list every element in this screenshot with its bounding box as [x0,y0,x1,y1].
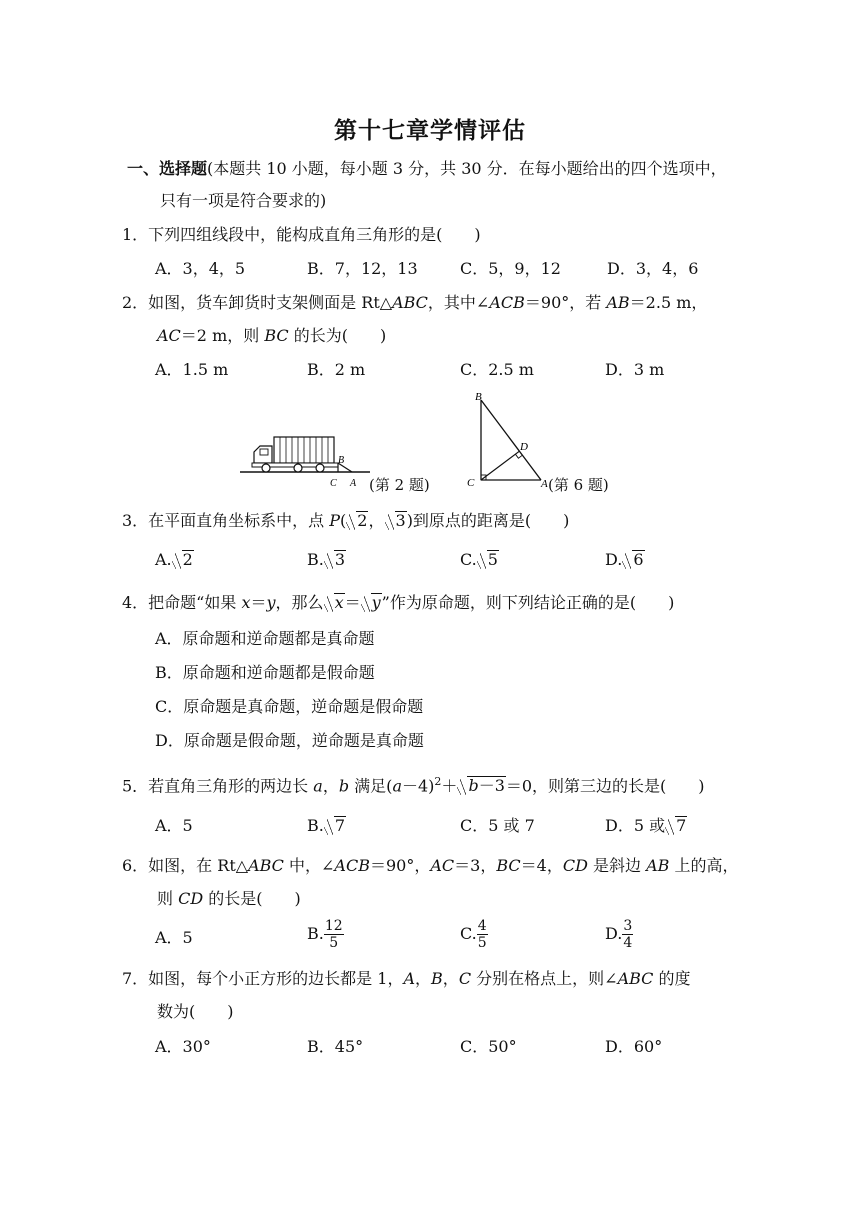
option-label: B. [307,816,324,835]
q3-text: ， [368,511,385,530]
q5-text: 满足( [349,776,393,796]
radicand: 2 [182,550,193,569]
q2-text: ＝90°，若 [524,293,607,312]
question-2-line-2 [157,325,386,347]
q7-var: A [403,969,416,988]
q2-text: 的长为( ) [288,326,387,345]
tri-label-a: A [541,478,548,490]
q2-text: ＝2.5 m， [629,293,708,312]
q4-var: y [371,593,381,612]
q3-option-a [155,549,194,571]
q7-option-a: A．30° [155,1037,211,1056]
section-heading: 一、选择题 [127,159,208,178]
q6-var: AC [430,856,455,875]
q5-option-b [307,815,346,837]
numerator: 12 [324,918,343,934]
q4-text: ”作为原命题，则下列结论正确的是( ) [381,593,675,612]
q2-option-b: B．2 m [307,360,366,379]
q4-text: ＝ [250,593,267,612]
q4-text: ＝ [344,593,361,612]
page-title: 第十七章学情评估 [334,118,526,144]
radicand: 6 [633,550,644,569]
section-heading-line [127,158,727,180]
question-5-text [122,771,705,797]
option-label: B. [307,924,324,943]
q5-var: a [313,776,323,796]
sqrt-symbol [324,815,346,837]
q4-text: ，那么 [275,593,324,612]
q5-text: ， [322,776,339,796]
q6-text: 上的高， [669,856,739,875]
q2-text: ，其中∠ [427,293,490,312]
q7-option-b: B．45° [307,1037,364,1056]
q5-var: b [468,776,479,796]
radicand: 5 [487,550,498,569]
truck-label-b: B [338,455,345,466]
section-desc-1: (本题共 10 小题，每小题 3 分，共 30 分．在每小题给出的四个选项中， [207,159,727,178]
q4-option-a: A．原命题和逆命题都是真命题 [155,629,375,648]
q6-text: ＝3， [454,856,497,875]
q2-var: ABC [392,293,428,312]
q3-text: 3．在平面直角坐标系中，点 [122,511,330,530]
q4-radicand [371,593,382,612]
q3-option-b [307,549,346,571]
q2-var: AC [157,326,181,345]
question-3-text [122,510,569,532]
denominator: 5 [329,935,339,951]
q4-var: x [241,593,251,612]
truck-label-a: A [350,478,357,489]
q6-option-d [605,918,633,951]
q6-text: 中，∠ [283,856,335,875]
tri-label-d: D [520,441,528,453]
q6-text: 的长是( ) [203,889,301,908]
q5-text: ＝0，则第三边的长是( ) [505,776,705,796]
q5-text: －3 [478,776,505,796]
tri-label-c: C [467,477,475,489]
option-label: D. [605,550,623,569]
q2-var: AB [606,293,630,312]
denominator: 5 [477,935,487,951]
q2-text: 2．如图，货车卸货时支架侧面是 Rt△ [122,293,393,312]
q5-var: b [338,776,350,796]
q6-text: 则 [157,889,179,908]
q7-option-d: D．60° [605,1037,663,1056]
q3-text: )到原点的距离是( ) [406,511,570,530]
sqrt-symbol [361,592,382,614]
option-label: A. [155,550,172,569]
q2-option-d: D．3 m [605,360,665,379]
sqrt-symbol [346,510,368,532]
q4-option-b: B．原命题和逆命题都是假命题 [155,663,375,682]
q4-option-d: D．原命题是假命题，逆命题是真命题 [155,731,424,750]
q5-exponent: 2 [434,775,442,788]
question-6-line-1 [122,855,739,877]
sqrt-symbol [622,549,644,571]
q6-text: 6．如图，在 Rt△ [122,856,249,875]
q1-option-d: D．3，4，6 [607,259,699,278]
truck-label-c: C [330,478,337,489]
question-6-line-2 [157,888,301,910]
q2-option-c: C．2.5 m [460,360,534,379]
truck-figure [240,430,375,490]
option-label: D. [605,924,623,943]
q6-text: 是斜边 [587,856,647,875]
q6-var: AB [646,856,670,875]
fraction [622,918,633,951]
q6-option-a: A．5 [155,928,193,947]
q7-text: ， [415,969,432,988]
q5-option-d [605,815,687,837]
option-label: C. [460,550,477,569]
q2-option-a: A．1.5 m [155,360,229,379]
sqrt-symbol [665,815,687,837]
q5-radicand [467,776,505,795]
sqrt-symbol [324,592,345,614]
question-7-line-2: 数为( ) [157,1002,234,1021]
sqrt-symbol [457,775,505,797]
numerator: 4 [477,918,487,934]
radicand: 7 [676,816,687,835]
sqrt-symbol [477,549,499,571]
q5-var: a [392,776,402,796]
q6-var: BC [496,856,521,875]
q4-var: x [334,593,344,612]
q7-var: B [431,969,443,988]
q6-var: CD [178,889,204,908]
q3-option-c [460,549,499,571]
q1-option-c: C．5，9，12 [460,259,561,278]
q5-option-a: A．5 [155,816,193,835]
sqrt-symbol [172,549,194,571]
fraction [324,918,344,951]
q3-var: P [329,511,341,530]
q5-text: 5．若直角三角形的两边长 [122,776,314,796]
q7-text: ， [442,969,459,988]
q4-text: 4．把命题“如果 [122,593,242,612]
q6-option-b [307,918,344,951]
q7-text: 的度 [653,969,691,988]
q3-option-d [605,549,645,571]
question-2-line-1 [122,292,707,314]
numerator: 3 [623,918,633,934]
q6-option-c [460,918,488,951]
q2-var: ACB [489,293,525,312]
sqrt-symbol [324,549,346,571]
q1-option-a: A．3，4，5 [155,259,246,278]
q3-radicand: 2 [357,511,368,530]
q6-text: ＝90°， [369,856,431,875]
q3-radicand: 3 [395,511,406,530]
option-label: C. [460,924,477,943]
denominator: 4 [623,935,633,951]
q6-var: CD [562,856,588,875]
section-desc-2: 只有一项是符合要求的) [160,191,327,210]
tri-label-b: B [475,391,482,403]
q6-text: ＝4， [520,856,563,875]
question-7-line-1 [122,968,691,990]
q4-radicand [334,593,345,612]
figure-6-caption: (第 6 题) [548,476,609,494]
q2-var: BC [264,326,289,345]
q4-option-c: C．原命题是真命题，逆命题是假命题 [155,697,424,716]
q6-var: ABC [248,856,284,875]
q7-text: 分别在格点上，则∠ [471,969,618,988]
fraction [477,918,488,951]
q3-text: ( [340,511,347,530]
figure-2-caption: (第 2 题) [369,476,430,494]
triangle-figure [463,388,553,493]
radicand: 3 [334,550,346,569]
option-label: D．5 或 [605,816,666,835]
question-1-text: 1．下列四组线段中，能构成直角三角形的是( ) [122,225,481,244]
q2-text: ＝2 m，则 [180,326,265,345]
q7-option-c: C．50° [460,1037,517,1056]
q7-text: 7．如图，每个小正方形的边长都是 1， [122,969,404,988]
q5-text: －4) [401,776,435,796]
q6-var: ACB [334,856,370,875]
sqrt-symbol [385,510,407,532]
option-label: B. [307,550,324,569]
q7-var: C [458,969,472,988]
radicand: 7 [334,816,346,835]
question-4-text [122,592,674,614]
q7-var: ABC [617,969,654,988]
q5-option-c: C．5 或 7 [460,816,535,835]
q5-text: ＋ [441,776,458,796]
q4-var: y [266,593,276,612]
q1-option-b: B．7，12，13 [307,259,418,278]
